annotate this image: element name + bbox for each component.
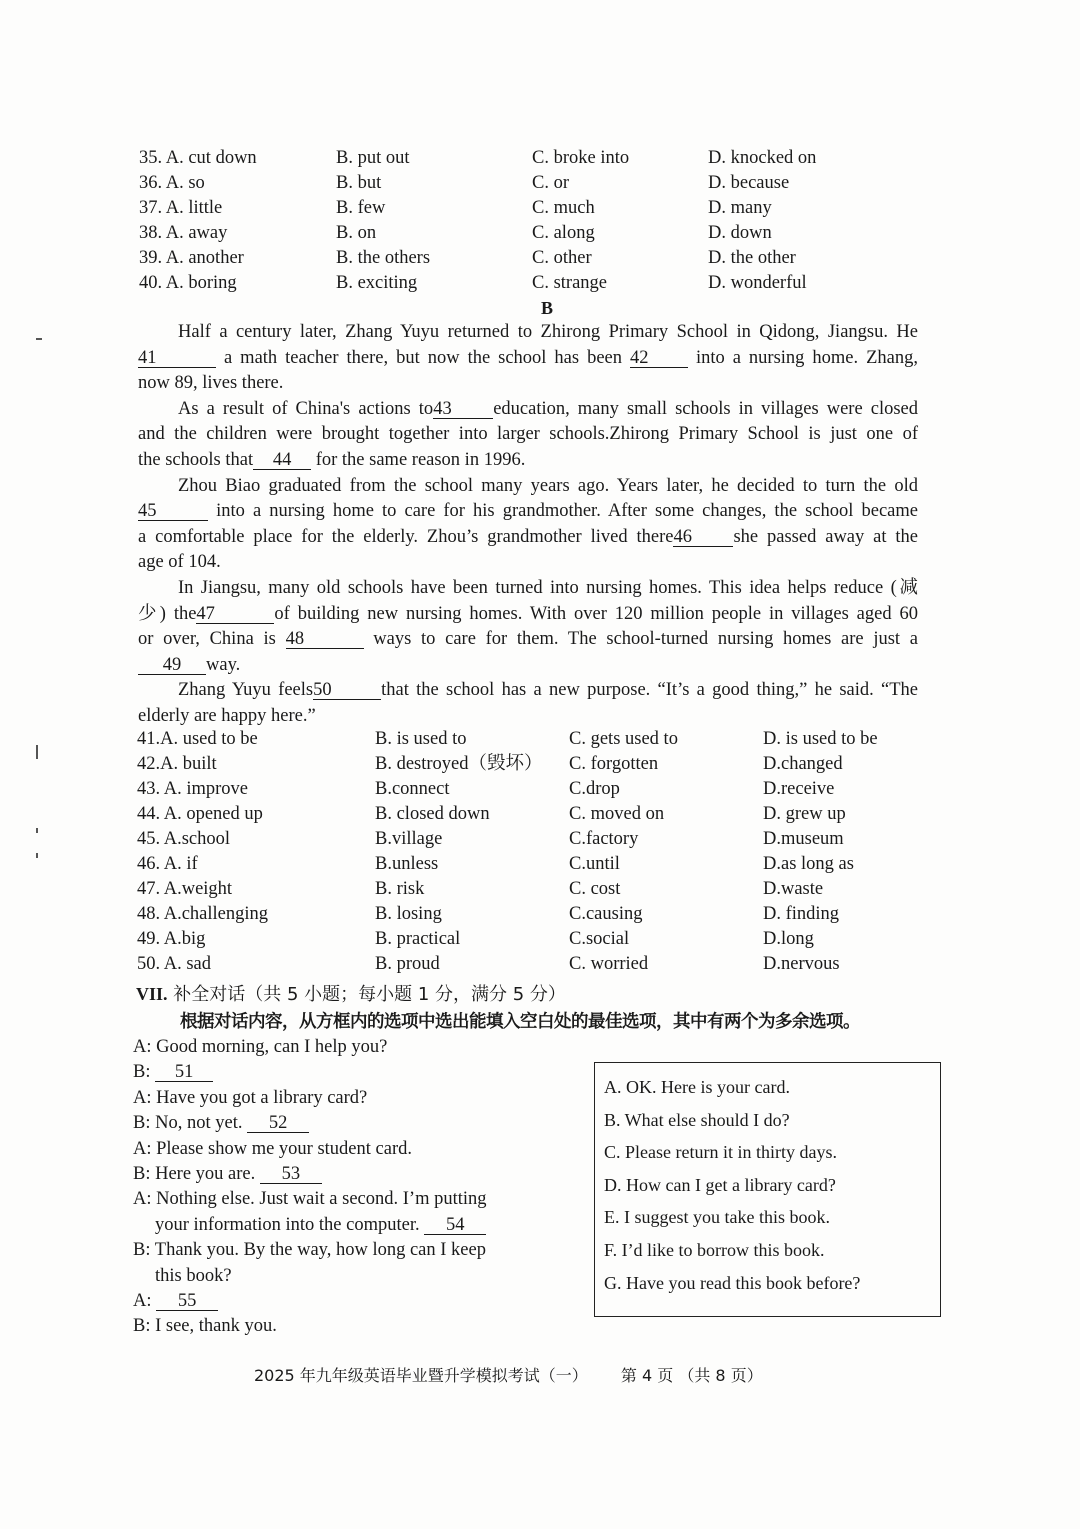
text-line (133, 1314, 487, 1339)
option-choice: D. wonderful (708, 273, 807, 293)
option-choice: D.waste (763, 879, 824, 899)
option-choice: C. strange (532, 273, 608, 293)
option-choice: B. losing (375, 904, 442, 924)
answer-blank: 51 (155, 1063, 213, 1082)
text-segment: or over, China is (138, 629, 286, 650)
text-line (138, 320, 918, 346)
text-segment: a comfortable place for the elderly. Zhou’s grandmother lived there (138, 526, 674, 547)
option-choice: 48. A.challenging (137, 904, 269, 924)
choices-box (594, 1062, 941, 1317)
option-choice: 44. A. opened up (137, 804, 263, 824)
option-choice: B. proud (375, 954, 440, 974)
option-choice: C. other (532, 248, 592, 268)
option-choice: C.until (569, 854, 620, 874)
page-number: 第 4 页 （共 8 页） (620, 1366, 763, 1385)
answer-blank: 50 (313, 681, 381, 700)
option-choice: B.village (375, 829, 443, 849)
text-line (138, 550, 918, 576)
text-segment: B: Here you are. (133, 1163, 260, 1184)
text-line (133, 1137, 487, 1162)
option-choice: D. because (708, 173, 790, 193)
dialogue (133, 1035, 487, 1340)
answer-blank: 46 (673, 528, 733, 547)
text-line (133, 1187, 487, 1212)
text-segment: As a result of China's actions to (178, 398, 434, 419)
option-choice: C. along (532, 223, 595, 243)
text-line (138, 422, 918, 448)
text-line (138, 397, 918, 423)
text-segment: she passed away at the (733, 526, 918, 547)
option-choice: 39. A. another (139, 248, 244, 268)
option-choice: B. is used to (375, 729, 467, 749)
option-choice: 49. A.big (137, 929, 206, 949)
option-choice: D. many (708, 198, 772, 218)
text-line (138, 474, 918, 500)
scan-mark (36, 338, 42, 340)
option-choice: B.unless (375, 854, 439, 874)
option-choice: B. practical (375, 929, 461, 949)
choice-option: G. Have you read this book before? (604, 1272, 861, 1293)
option-choice: D.long (763, 929, 814, 949)
choice-option: E. I suggest you take this book. (604, 1207, 830, 1228)
text-segment: B: No, not yet. (133, 1113, 248, 1134)
text-line (133, 1213, 487, 1238)
text-segment: age of 104. (138, 552, 221, 573)
option-choice: 42.A. built (137, 754, 217, 774)
text-segment: into a nursing home. Zhang, (687, 347, 918, 368)
option-choice: C. moved on (569, 804, 665, 824)
text-line (138, 653, 918, 679)
text-segment: B: I see, thank you. (133, 1316, 277, 1337)
option-choice: 37. A. little (139, 198, 223, 218)
text-line (138, 448, 918, 474)
option-choice: B. closed down (375, 804, 490, 824)
text-segment: A: Nothing else. Just wait a second. I’m putting (133, 1189, 487, 1210)
text-line (133, 1111, 487, 1136)
section-7-title (136, 980, 566, 1006)
answer-blank: 47 (196, 605, 274, 624)
option-choice: B. few (336, 198, 386, 218)
option-choice: 43. A. improve (137, 779, 248, 799)
text-segment: now 89, lives there. (138, 373, 284, 394)
answer-blank: 48 (286, 630, 364, 649)
section-heading: 补全对话（共 5 小题；每小题 1 分，满分 5 分） (173, 984, 566, 1005)
option-choice: B. the others (336, 248, 431, 268)
answer-blank: 45 (138, 502, 208, 521)
option-choice: C.factory (569, 829, 639, 849)
page-footer (254, 1363, 763, 1386)
option-choice: C. cost (569, 879, 621, 899)
text-line (133, 1035, 487, 1060)
option-choice: D. grew up (763, 804, 846, 824)
option-choice: 47. A.weight (137, 879, 233, 899)
option-choice: D.museum (763, 829, 844, 849)
option-choice: D.nervous (763, 954, 840, 974)
text-segment: way. (206, 654, 241, 675)
section-number: VII. (136, 984, 168, 1004)
option-choice: B. destroyed（毁坏） (375, 754, 543, 774)
option-choice: D. the other (708, 248, 796, 268)
text-segment: your information into the computer. (155, 1214, 425, 1235)
section-7-instruction: 根据对话内容，从方框内的选项中选出能填入空白处的最佳选项，其中有两个为多余选项。 (180, 1012, 860, 1032)
option-choice: 50. A. sad (137, 954, 211, 974)
text-segment: a math teacher there, but now the school has been (216, 347, 630, 368)
choice-option: F. I’d like to borrow this book. (604, 1240, 825, 1260)
text-line (133, 1162, 487, 1187)
option-choice: B.connect (375, 779, 450, 799)
text-segment: Zhou Biao graduated from the school many years ago. Years later, he decided to turn the old (178, 475, 918, 496)
text-segment: for the same reason in 1996. (311, 449, 526, 470)
text-line (138, 499, 918, 525)
option-choice: D.receive (763, 779, 835, 799)
answer-blank: 41 (138, 349, 216, 368)
text-segment: and the children were brought together into larger schools.Zhirong Primary School is just one of (138, 424, 918, 445)
option-choice: D. is used to be (763, 729, 878, 749)
text-line (133, 1289, 487, 1314)
option-choice: 35. A. cut down (139, 148, 257, 168)
text-segment: the schools that (138, 449, 254, 470)
text-line (133, 1060, 487, 1085)
option-choice: C. or (532, 173, 569, 193)
option-choice: C.causing (569, 904, 643, 924)
text-segment: education, many small schools in villages were closed (493, 398, 918, 419)
choice-option: A. OK. Here is your card. (604, 1077, 790, 1097)
text-line (138, 678, 918, 704)
option-choice: C.social (569, 929, 630, 949)
exam-title: 2025 年九年级英语毕业暨升学模拟考试（一） (254, 1366, 588, 1385)
option-choice: D.changed (763, 754, 843, 774)
option-choice: 36. A. so (139, 173, 205, 193)
option-choice: 41.A. used to be (137, 729, 258, 749)
text-segment: A: Please show me your student card. (133, 1138, 412, 1159)
option-choice: D. knocked on (708, 148, 817, 168)
option-choice: B. on (336, 223, 377, 243)
option-choice: D. down (708, 223, 772, 243)
answer-blank: 43 (433, 400, 493, 419)
text-line (138, 704, 918, 730)
answer-blank: 54 (424, 1216, 486, 1235)
text-segment: A: Have you got a library card? (133, 1087, 368, 1108)
choice-option: B. What else should I do? (604, 1109, 790, 1130)
text-line (133, 1086, 487, 1111)
scan-mark (36, 853, 38, 858)
answer-blank: 44 (253, 451, 311, 470)
text-line (138, 602, 918, 628)
answer-blank: 55 (156, 1292, 218, 1311)
answer-blank: 53 (260, 1165, 322, 1184)
option-choice: B. exciting (336, 273, 418, 293)
text-segment: Zhang Yuyu feels (178, 680, 314, 701)
section-b-label: B (541, 298, 554, 318)
option-choice: C. much (532, 198, 595, 218)
text-line (138, 576, 918, 602)
text-segment: B: (133, 1062, 156, 1083)
text-segment: ways to care for them. The school-turned nursing homes are just a (363, 629, 918, 650)
text-line (133, 1238, 487, 1263)
option-choice: C. broke into (532, 148, 630, 168)
scan-mark (36, 828, 38, 833)
option-choice: C. gets used to (569, 729, 678, 749)
choice-option: C. Please return it in thirty days. (604, 1142, 837, 1163)
option-choice: B. but (336, 173, 382, 193)
choice-option: D. How can I get a library card? (604, 1174, 836, 1195)
option-choice: D. finding (763, 904, 840, 924)
option-choice: 40. A. boring (139, 273, 237, 293)
option-choice: 46. A. if (137, 854, 198, 874)
option-choice: 45. A.school (137, 829, 231, 849)
cloze-passage (138, 320, 918, 730)
text-segment: 少) the (138, 603, 197, 624)
text-segment: A: (133, 1290, 157, 1311)
option-choice: C. worried (569, 954, 649, 974)
text-line (138, 346, 918, 372)
option-choice: D.as long as (763, 854, 854, 874)
option-choice: 38. A. away (139, 223, 228, 243)
text-line (138, 371, 918, 397)
text-segment: elderly are happy here.” (138, 705, 316, 726)
text-segment: B: Thank you. By the way, how long can I keep (133, 1240, 486, 1261)
text-segment: A: Good morning, can I help you? (133, 1037, 388, 1057)
text-segment: that the school has a new purpose. “It’s a good thing,” he said. “The (381, 680, 918, 701)
answer-blank: 52 (247, 1114, 309, 1133)
text-line (138, 525, 918, 551)
text-segment: this book? (155, 1265, 232, 1286)
option-choice: C. forgotten (569, 754, 659, 774)
answer-blank: 49 (138, 656, 206, 675)
text-segment: of building new nursing homes. With over 120 million people in villages aged 60 (274, 603, 918, 624)
text-segment: into a nursing home to care for his grandmother. After some changes, the school became (208, 501, 918, 522)
text-segment: In Jiangsu, many old schools have been turned into nursing homes. This idea helps reduce (减 (178, 577, 918, 598)
text-line (133, 1264, 487, 1289)
text-line (138, 627, 918, 653)
answer-blank: 42 (630, 349, 688, 368)
option-choice: C.drop (569, 779, 620, 799)
text-segment: Half a century later, Zhang Yuyu returned to Zhirong Primary School in Qidong, Jiangsu. He (178, 322, 918, 342)
option-choice: B. put out (336, 148, 410, 168)
scan-mark (36, 745, 38, 759)
option-choice: B. risk (375, 879, 425, 899)
